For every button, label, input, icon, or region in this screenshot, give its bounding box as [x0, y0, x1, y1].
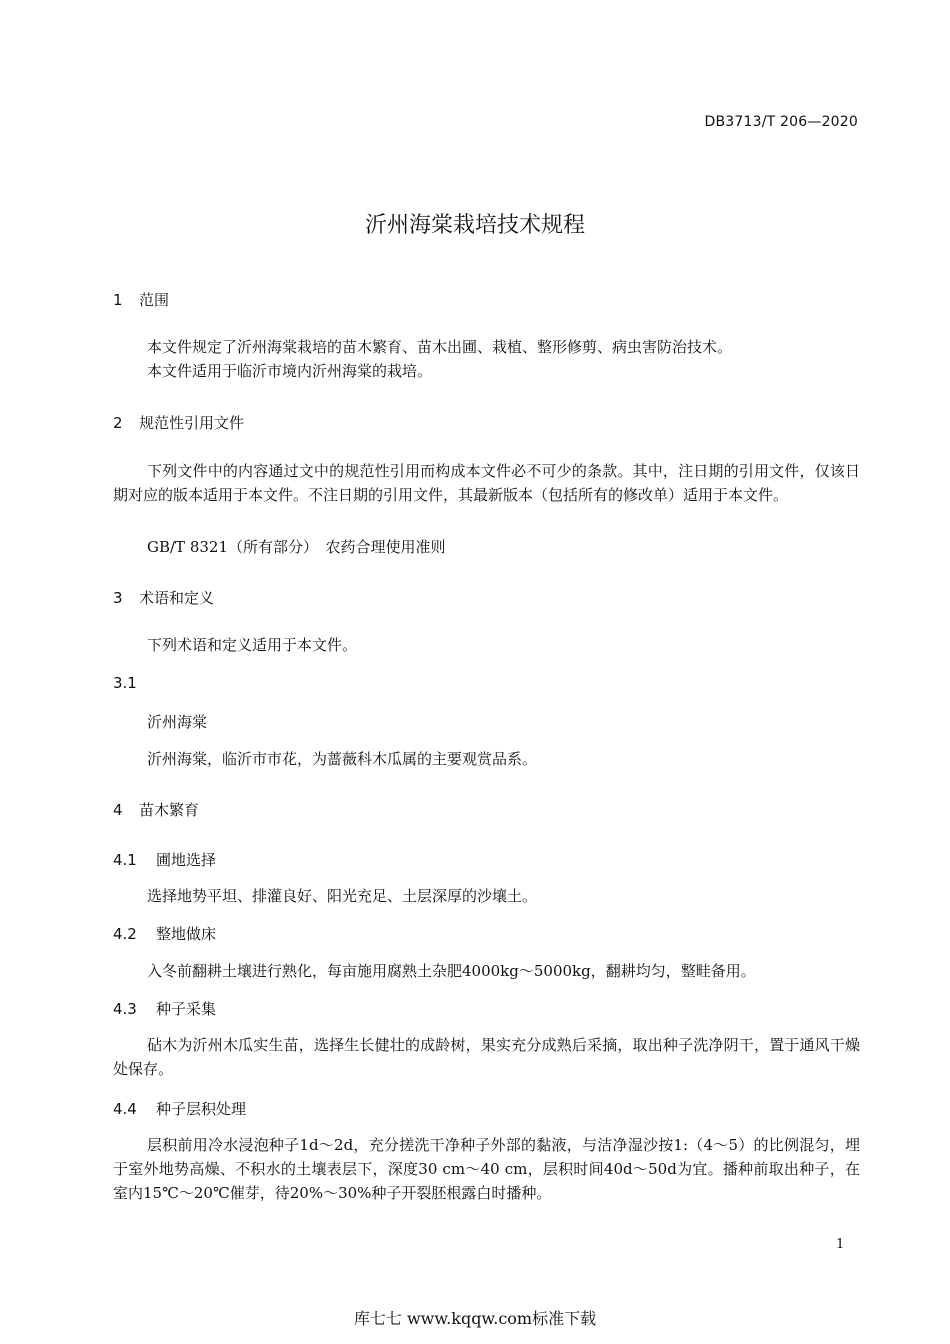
- subsection-number: 4.3: [113, 1000, 137, 1018]
- paragraph: 层积前用冷水浸泡种子1d～2d，充分搓洗干净种子外部的黏液，与洁净湿沙按1:（4～5）的比例混匀，埋于室外地势高燥、不积水的土壤表层下，深度30 cm～40 cm，层积时间40d～50d为宜。播种前取出种子，在室内15℃～20℃催芽，待20%～30%种子开裂胚根露白时播种。: [113, 1136, 860, 1202]
- paragraph: 下列文件中的内容通过文中的规范性引用而构成本文件必不可少的条款。其中，注日期的引用文件，仅该日期对应的版本适用于本文件。不注日期的引用文件，其最新版本（包括所有的修改单）适用于本文件。: [113, 462, 860, 504]
- paragraph: 选择地势平坦、排灌良好、阳光充足、土层深厚的沙壤土。: [147, 887, 538, 905]
- section-title: 规范性引用文件: [139, 414, 245, 432]
- term-name: 沂州海棠: [147, 713, 208, 731]
- section-title: 范围: [139, 291, 170, 309]
- subsection-number: 4.4: [113, 1100, 137, 1118]
- subsection-title: 整地做床: [156, 925, 217, 943]
- subsection-number: 4.2: [113, 925, 137, 943]
- normative-reference: GB/T 8321（所有部分） 农药合理使用准则: [147, 538, 446, 556]
- subsection-heading-4-3: [113, 998, 216, 1019]
- section-title: 术语和定义: [139, 589, 215, 607]
- paragraph: 砧木为沂州木瓜实生苗，选择生长健壮的成龄树，果实充分成熟后采摘，取出种子洗净阴干，置于通风干燥处保存。: [113, 1036, 860, 1078]
- subsection-title: 圃地选择: [156, 851, 217, 869]
- paragraph: 下列术语和定义适用于本文件。: [147, 636, 358, 654]
- section-heading-4: [113, 799, 199, 820]
- section-heading-1: [113, 289, 169, 310]
- subsection-title: 种子采集: [156, 1000, 217, 1018]
- section-number: 3: [113, 589, 123, 607]
- section-number: 1: [113, 291, 123, 309]
- document-code: DB3713/T 206—2020: [704, 114, 858, 130]
- paragraph: 入冬前翻耕土壤进行熟化，每亩施用腐熟土杂肥4000kg～5000kg，翻耕均匀，整畦备用。: [147, 962, 756, 980]
- paragraph: 本文件适用于临沂市境内沂州海棠的栽培。: [147, 362, 433, 380]
- term-number: 3.1: [113, 674, 137, 692]
- section-heading-3: [113, 587, 214, 608]
- paragraph: 本文件规定了沂州海棠栽培的苗木繁育、苗木出圃、栽植、整形修剪、病虫害防治技术。: [147, 338, 733, 356]
- page-number: 1: [836, 1237, 845, 1252]
- page-title: 沂州海棠栽培技术规程: [364, 213, 585, 238]
- subsection-heading-4-2: [113, 923, 216, 944]
- subsection-heading-4-1: [113, 849, 216, 870]
- term-definition: 沂州海棠，临沂市市花，为蔷薇科木瓜属的主要观赏品系。: [147, 750, 538, 768]
- section-heading-2: [113, 412, 244, 433]
- footer-watermark: 库七七 www.kqqw.com标准下载: [353, 1309, 597, 1328]
- section-number: 2: [113, 414, 123, 432]
- subsection-title: 种子层积处理: [156, 1100, 247, 1118]
- subsection-heading-4-4: [113, 1098, 246, 1119]
- section-number: 4: [113, 801, 123, 819]
- subsection-number: 4.1: [113, 851, 137, 869]
- section-title: 苗木繁育: [139, 801, 200, 819]
